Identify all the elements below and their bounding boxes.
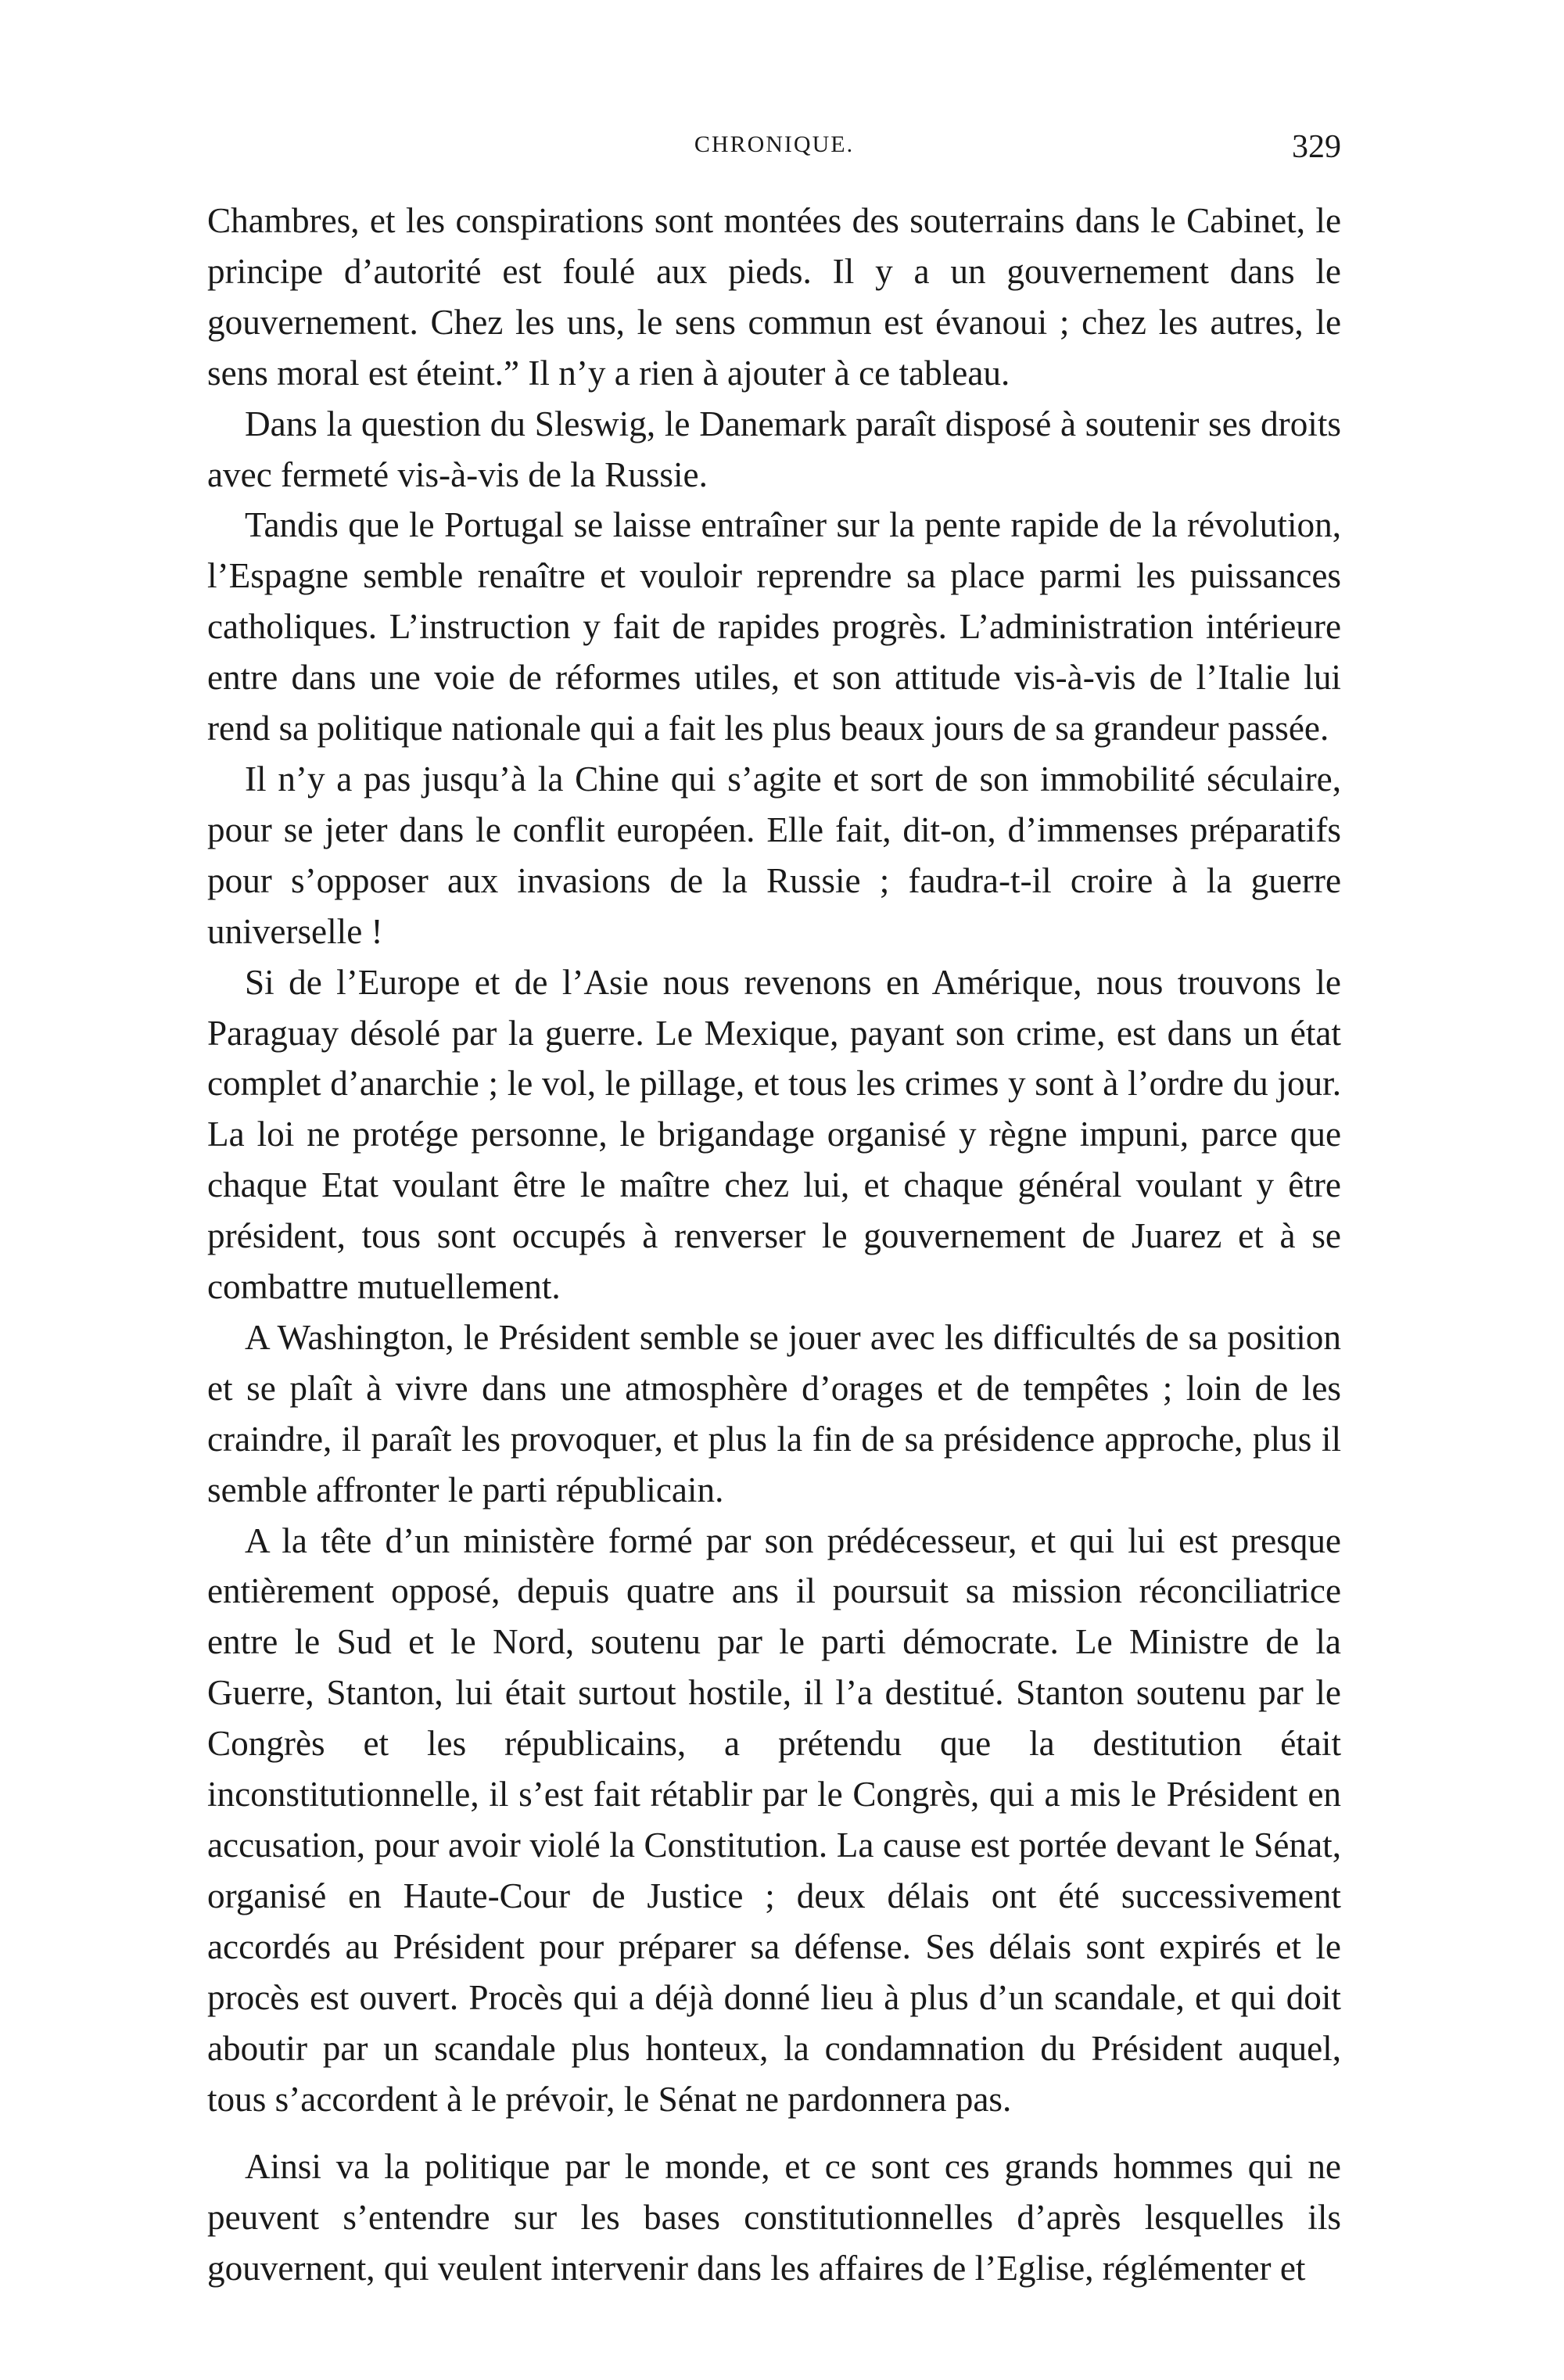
paragraph-ainsi: Ainsi va la politique par le monde, et ce sont ces grands hommes qui ne peuvent s’entendre sur les bases constitutionnelles d’après lesquelles ils gouvernent, qui veulent intervenir dans les affaires de l’Eglise, réglémenter et [207, 2147, 1341, 2288]
paragraph-washington: A Washington, le Président semble se jouer avec les difficultés de sa position et se plaît à vivre dans une atmosphère d’orages et de tempêtes ; loin de les craindre, il paraît les provoquer, et plus la fin de sa présidence approche, plus il semble affronter le parti républicain. [207, 1317, 1341, 1509]
running-head [207, 131, 1341, 178]
paragraph-amerique: Si de l’Europe et de l’Asie nous revenons en Amérique, nous trouvons le Paraguay désolé par la guerre. Le Mexique, payant son crime, est dans un état complet d’anarchie ; le vol, le pillage, et tous les crimes y sont à l’ordre du jour. La loi ne protége personne, le brigandage organisé y règne impuni, parce que chaque Etat voulant être le maître chez lui, et chaque général voulant y être président, tous sont occupés à renverser le gouvernement de Juarez et à se combattre mutuellement. [207, 962, 1341, 1307]
paragraph-portugal-espagne: Tandis que le Portugal se laisse entraîner sur la pente rapide de la révolution, l’Espagne semble renaître et vouloir reprendre sa place parmi les puissances catholiques. L’instruction y fait de rapides progrès. L’administration intérieure entre dans une voie de réformes utiles, et son attitude vis-à-vis de l’Italie lui rend sa politique nationale qui a fait les plus beaux jours de sa grandeur passée. [207, 505, 1341, 748]
paragraph-ministere: A la tête d’un ministère formé par son prédécesseur, et qui lui est presque entièrement opposé, depuis quatre ans il poursuit sa mission réconciliatrice entre le Sud et le Nord, soutenu par le parti démocrate. Le Ministre de la Guerre, Stanton, lui était surtout hostile, il l’a destitué. Stanton soutenu par le Congrès et les républicains, a prétendu que la destitution était inconstitutionnelle, il s’est fait rétablir par le Congrès, qui a mis le Président en accusation, pour avoir violé la Constitution. La cause est portée devant le Sénat, organisé en Haute-Cour de Justice ; deux délais ont été successivement accordés au Président pour préparer sa défense. Ses délais sont expirés et le procès est ouvert. Procès qui a déjà donné lieu à plus d’un scandale, et qui doit aboutir par un scandale plus honteux, la condamnation du Président auquel, tous s’accordent à le prévoir, le Sénat ne pardonnera pas. [207, 1520, 1341, 2119]
paragraph-sleswig: Dans la question du Sleswig, le Danemark paraît disposé à soutenir ses droits avec fermeté vis-à-vis de la Russie. [207, 404, 1341, 494]
paragraph-continuation: Chambres, et les conspirations sont montées des souterrains dans le Cabinet, le principe d’autorité est foulé aux pieds. Il y a un gouvernement dans le gouvernement. Chez les uns, le sens commun est évanoui ; chez les autres, le sens moral est éteint.” Il n’y a rien à ajouter à ce tableau. [207, 201, 1341, 393]
page-number: 329 [1292, 129, 1341, 165]
body-text [207, 196, 1341, 2307]
paragraph-chine: Il n’y a pas jusqu’à la Chine qui s’agite et sort de son immobilité séculaire, pour se jeter dans le conflit européen. Elle fait, dit-on, d’immenses préparatifs pour s’opposer aux invasions de la Russie ; faudra-t-il croire à la guerre universelle ! [207, 759, 1341, 951]
running-title: CHRONIQUE. [694, 131, 855, 157]
